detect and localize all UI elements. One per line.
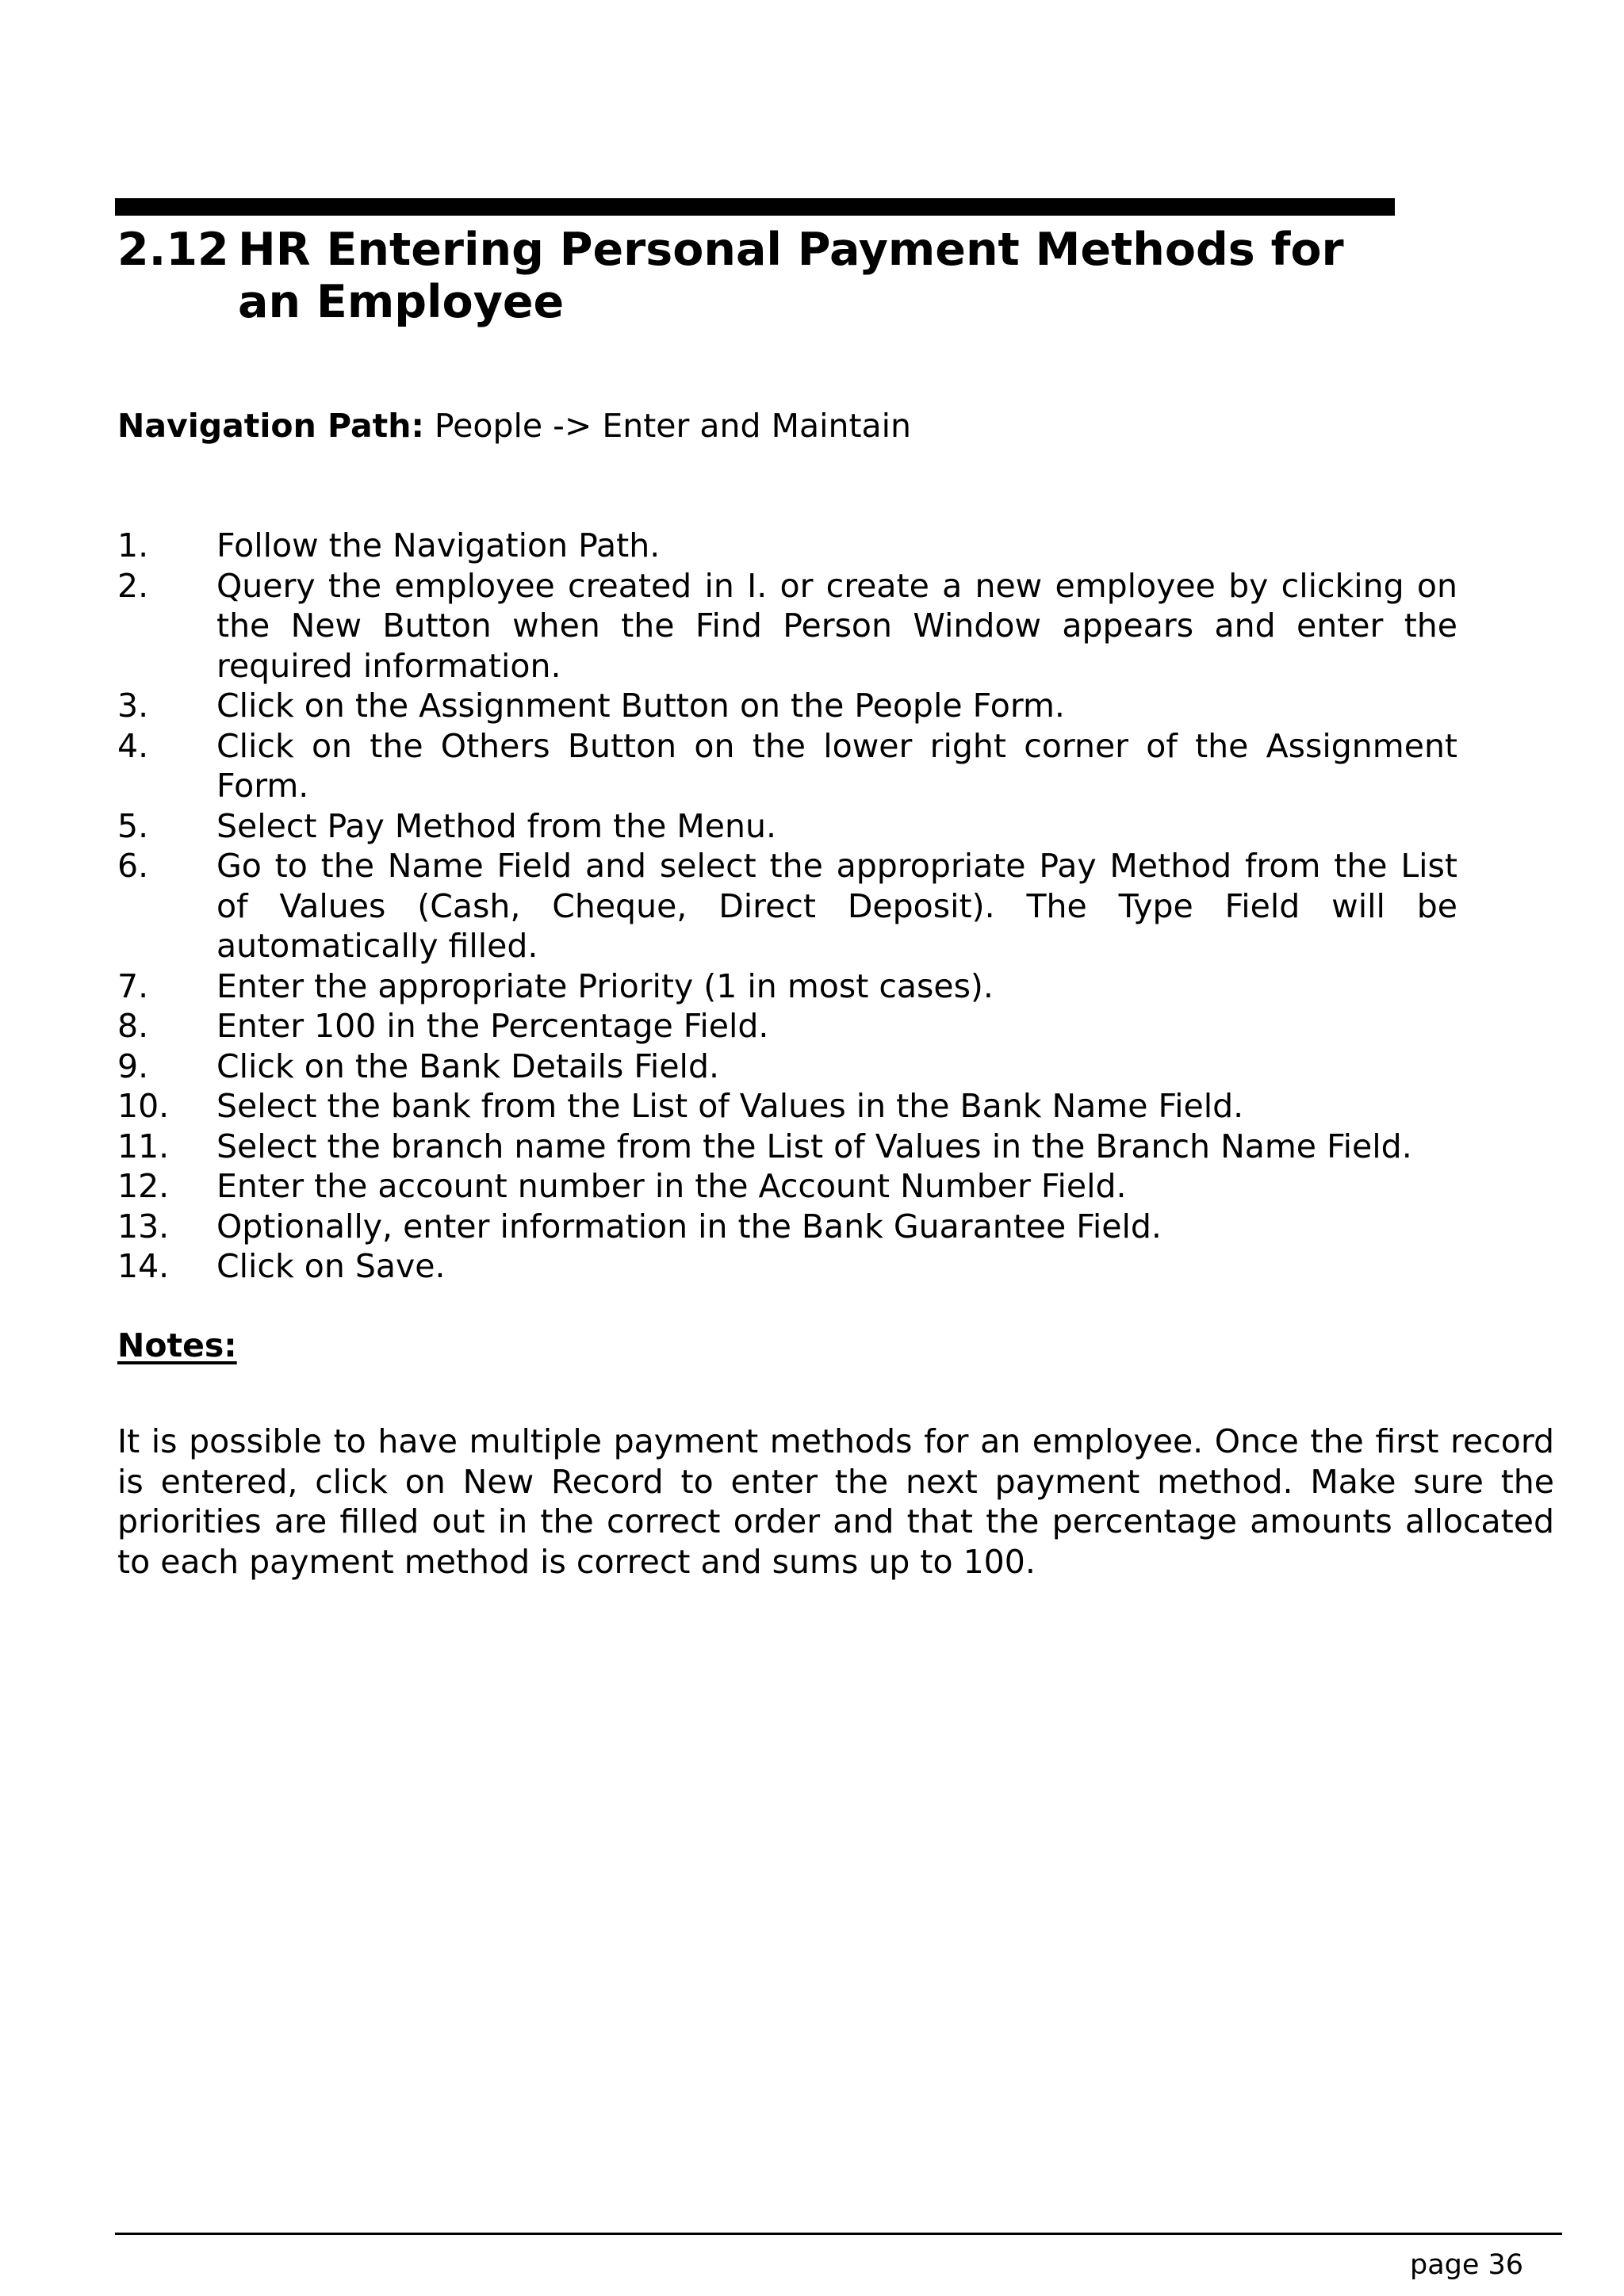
notes-paragraph: It is possible to have multiple payment methods for an employee. Once the first record is entered, click on New Record to enter the next payment method. Make sure the priorities are filled out in the correct order and that the percentage amounts allocated to each payment method is correct and sums up to 100. [117, 1422, 1554, 1581]
step-item [117, 1086, 1457, 1127]
step-number: 6. [117, 847, 149, 885]
step-number: 11. [117, 1127, 170, 1165]
step-number: 14. [117, 1247, 170, 1285]
step-number: 3. [117, 687, 149, 725]
step-item [117, 806, 1457, 847]
step-text: Go to the Name Field and select the appropriate Pay Method from the List of Values (Cash, Cheque, Direct Deposit). The Type Field will be automatically filled. [216, 847, 1457, 965]
step-text: Select Pay Method from the Menu. [216, 806, 776, 845]
step-item [117, 1207, 1457, 1247]
step-item [117, 526, 1457, 566]
step-text: Query the employee created in I. or create a new employee by clicking on the New Button when the Find Person Window appears and enter the required information. [216, 566, 1457, 685]
step-text: Optionally, enter information in the Bank Guarantee Field. [216, 1207, 1162, 1246]
step-number: 13. [117, 1207, 170, 1246]
section-number: 2.12 [117, 224, 229, 276]
page-number: page 36 [1410, 2249, 1524, 2281]
step-number: 8. [117, 1007, 149, 1045]
step-item [117, 1006, 1457, 1047]
step-item [117, 966, 1457, 1007]
section-title: HR Entering Personal Payment Methods for an Employee [238, 224, 1344, 328]
step-text: Click on the Others Button on the lower right corner of the Assignment Form. [216, 726, 1457, 805]
step-item [117, 686, 1457, 726]
step-text: Select the bank from the List of Values in the Bank Name Field. [216, 1087, 1244, 1125]
step-text: Select the branch name from the List of Values in the Branch Name Field. [216, 1127, 1412, 1165]
step-text: Click on the Assignment Button on the People Form. [216, 687, 1065, 725]
step-number: 5. [117, 806, 149, 845]
step-item [117, 566, 1457, 687]
navigation-path-label: Navigation Path: [117, 407, 424, 445]
top-rule [115, 198, 1395, 216]
step-number: 9. [117, 1047, 149, 1085]
step-number: 12. [117, 1167, 170, 1205]
step-number: 2. [117, 566, 149, 605]
step-number: 7. [117, 966, 149, 1005]
step-item [117, 1166, 1457, 1207]
step-text: Enter the appropriate Priority (1 in most cases). [216, 966, 994, 1005]
notes-heading: Notes: [117, 1326, 237, 1364]
step-text: Follow the Navigation Path. [216, 526, 661, 564]
step-item [117, 1047, 1457, 1087]
step-text: Click on the Bank Details Field. [216, 1047, 719, 1085]
step-item [117, 726, 1457, 806]
step-item [117, 846, 1457, 966]
steps-list [117, 526, 1457, 1287]
step-text: Click on Save. [216, 1247, 446, 1285]
navigation-path [117, 404, 911, 447]
step-item [117, 1246, 1457, 1287]
step-number: 10. [117, 1087, 170, 1125]
step-item [117, 1127, 1457, 1167]
step-text: Enter the account number in the Account Number Field. [216, 1167, 1127, 1205]
step-number: 4. [117, 726, 149, 765]
step-number: 1. [117, 526, 149, 564]
footer-rule [115, 2233, 1562, 2235]
navigation-path-value: People -> Enter and Maintain [434, 407, 912, 445]
step-text: Enter 100 in the Percentage Field. [216, 1007, 769, 1045]
